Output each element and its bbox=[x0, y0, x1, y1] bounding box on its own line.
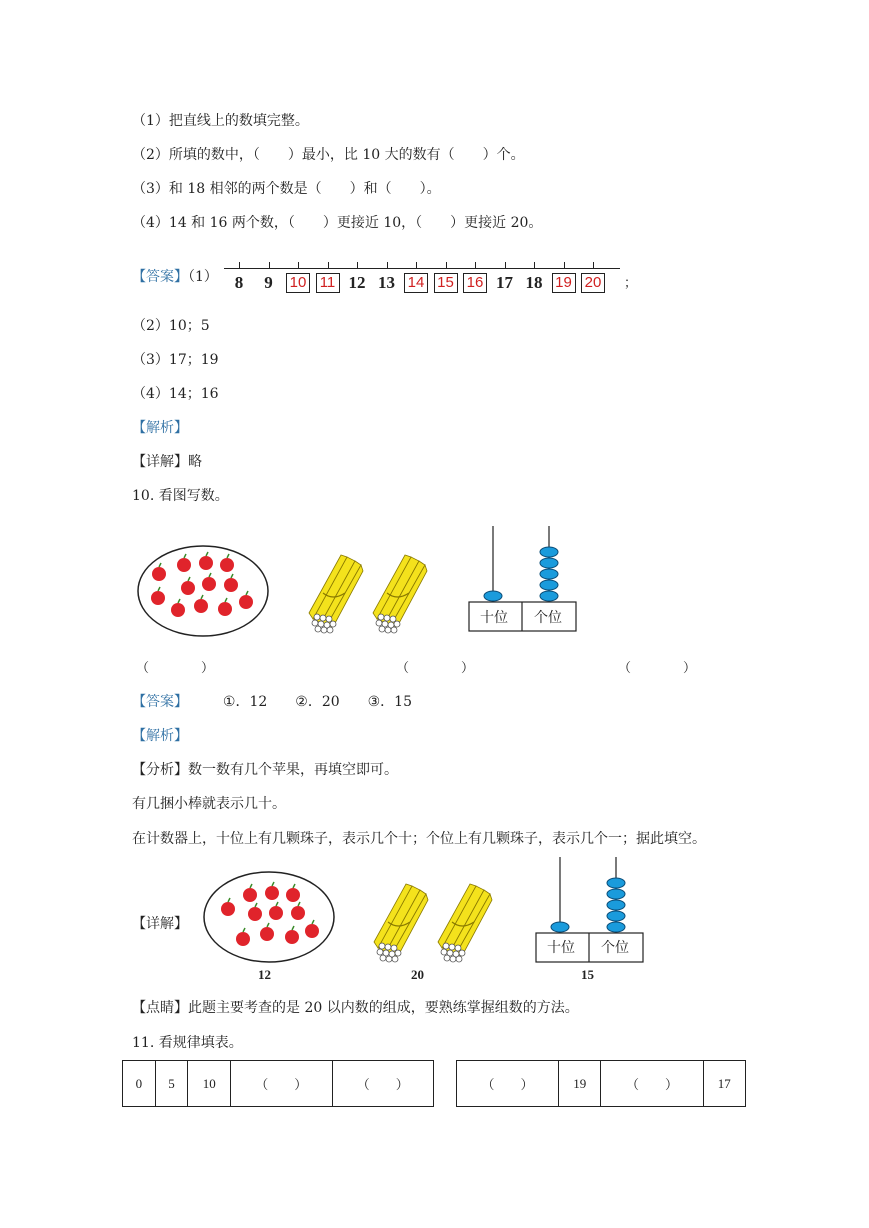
number-line-tick bbox=[298, 262, 299, 269]
number-line-tick bbox=[475, 262, 476, 269]
q9-part4: （4）14 和 16 两个数，（ ）更接近 10，（ ）更接近 20。 bbox=[132, 215, 543, 231]
number-line-tick bbox=[328, 262, 329, 269]
abacus-ones-label: 个位 bbox=[601, 940, 629, 956]
number-line-answer-box: 11 bbox=[316, 273, 340, 293]
number-line-label: 17 bbox=[496, 273, 513, 292]
q10-analysis-tag: 【解析】 bbox=[132, 728, 188, 744]
number-line-tick bbox=[387, 262, 388, 269]
number-line-label: 13 bbox=[378, 273, 395, 292]
answer-part1-label: （1） bbox=[188, 269, 218, 285]
number-line-answer-box: 19 bbox=[552, 273, 576, 293]
apple-plate-image bbox=[202, 869, 336, 965]
table-blank-cell[interactable]: （ ） bbox=[231, 1061, 332, 1107]
caption-sticks: 20 bbox=[411, 967, 424, 982]
q10-comment: 【点睛】此题主要考查的是 20 以内数的组成，要熟练掌握组数的方法。 bbox=[132, 1000, 579, 1016]
q10-blank-1[interactable]: （ ） bbox=[136, 661, 215, 676]
q10-analysis-line3: 在计数器上，十位上有几颗珠子，表示几个十；个位上有几颗珠子，表示几个一；据此填空。 bbox=[132, 831, 706, 847]
number-line-tick bbox=[357, 262, 358, 269]
number-line-label: 9 bbox=[264, 273, 273, 292]
abacus-tens-label: 十位 bbox=[547, 940, 575, 956]
q9-analysis-tag: 【解析】 bbox=[132, 420, 188, 436]
table-blank-cell[interactable]: （ ） bbox=[601, 1061, 703, 1107]
q9-answer3: （3）17；19 bbox=[132, 352, 219, 368]
q10-detail-tag: 【详解】 bbox=[132, 916, 188, 932]
table-cell: 17 bbox=[703, 1061, 745, 1107]
stick-bundles-image bbox=[370, 882, 498, 964]
abacus-tens-label: 十位 bbox=[480, 610, 508, 626]
number-line-label: 8 bbox=[234, 273, 244, 292]
q11-title: 11. 看规律填表。 bbox=[132, 1035, 243, 1051]
number-line-tick bbox=[505, 262, 506, 269]
q10-blank-3[interactable]: （ ） bbox=[618, 661, 697, 676]
number-line-semicolon: ； bbox=[624, 276, 638, 291]
number-line-answer-box: 14 bbox=[404, 273, 428, 293]
abacus-ones-label: 个位 bbox=[534, 610, 562, 626]
number-line-tick bbox=[416, 262, 417, 269]
stick-bundles-image bbox=[305, 553, 433, 635]
q10-analysis-line2: 有几捆小棒就表示几十。 bbox=[132, 796, 286, 812]
q9-detail: 【详解】略 bbox=[132, 454, 202, 470]
q9-part1: （1）把直线上的数填完整。 bbox=[132, 113, 309, 129]
number-line bbox=[224, 262, 638, 300]
table-cell: 0 bbox=[123, 1061, 156, 1107]
q10-blank-2[interactable]: （ ） bbox=[396, 661, 475, 676]
number-line-label: 12 bbox=[348, 273, 366, 292]
number-line-label: 18 bbox=[525, 273, 543, 292]
apple-plate-image bbox=[136, 543, 270, 639]
number-line-tick bbox=[593, 262, 594, 269]
number-line-answer-box: 20 bbox=[581, 273, 605, 293]
q9-part2: （2）所填的数中，（ ）最小，比 10 大的数有（ ）个。 bbox=[132, 147, 525, 163]
q10-analysis: 【分析】数一数有几个苹果，再填空即可。 bbox=[132, 762, 398, 778]
q9-answer2: （2）10；5 bbox=[132, 318, 210, 334]
table-blank-cell[interactable]: （ ） bbox=[332, 1061, 433, 1107]
answer-tag: 【答案】 bbox=[132, 269, 188, 285]
number-line-axis bbox=[224, 268, 620, 269]
sequence-table-2 bbox=[456, 1060, 746, 1107]
q10-answer-values: ①．12 ②．20 ③．15 bbox=[222, 694, 413, 710]
number-line-tick bbox=[446, 262, 447, 269]
number-line-tick bbox=[564, 262, 565, 269]
q10-answer-row bbox=[132, 692, 412, 712]
number-line-answer-box: 15 bbox=[434, 273, 458, 293]
q9-part3: （3）和 18 相邻的两个数是（ ）和（ ）。 bbox=[132, 181, 441, 197]
number-line-answer-box: 16 bbox=[463, 273, 487, 293]
caption-apples: 12 bbox=[258, 967, 271, 982]
caption-abacus: 15 bbox=[581, 967, 594, 982]
q9-answer4: （4）14；16 bbox=[132, 386, 219, 402]
table-cell: 5 bbox=[155, 1061, 188, 1107]
table-cell: 10 bbox=[188, 1061, 231, 1107]
number-line-answer-box: 10 bbox=[286, 273, 310, 293]
answer-tag: 【答案】 bbox=[132, 694, 188, 710]
table-blank-cell[interactable]: （ ） bbox=[457, 1061, 559, 1107]
number-line-tick bbox=[269, 262, 270, 269]
q10-title: 10. 看图写数。 bbox=[132, 488, 229, 504]
number-line-tick bbox=[534, 262, 535, 269]
sequence-table-1 bbox=[122, 1060, 434, 1107]
number-line-tick bbox=[239, 262, 240, 269]
table-cell: 19 bbox=[559, 1061, 601, 1107]
